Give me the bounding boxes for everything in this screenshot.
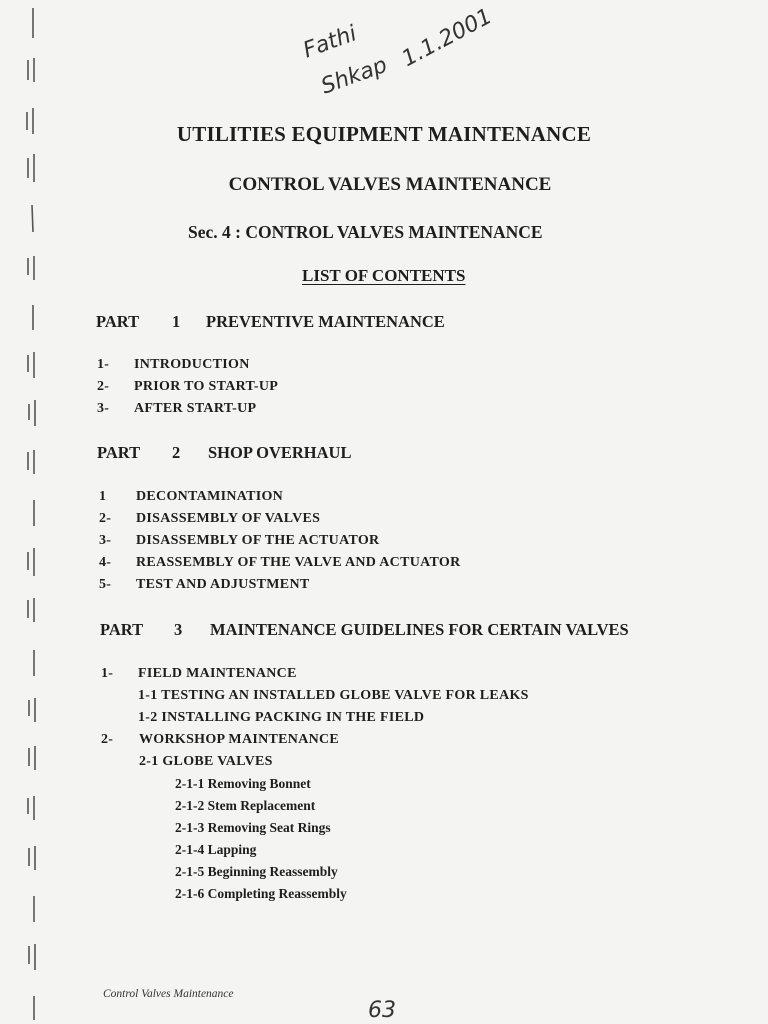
part-2-heading xyxy=(97,443,352,463)
item-number: 1- xyxy=(97,357,110,372)
list-item xyxy=(175,886,347,902)
item-text: 2-1 GLOBE VALVES xyxy=(139,754,273,769)
item-text: 2-1-6 Completing Reassembly xyxy=(175,886,347,901)
item-text: DISASSEMBLY OF THE ACTUATOR xyxy=(136,533,380,548)
item-number: 2- xyxy=(97,379,110,394)
list-item xyxy=(101,732,340,748)
item-text: WORKSHOP MAINTENANCE xyxy=(139,732,340,747)
binding-marks xyxy=(0,0,60,1024)
document-subtitle: CONTROL VALVES MAINTENANCE xyxy=(228,174,552,195)
footer-label: Control Valves Maintenance xyxy=(103,988,234,1000)
item-text: 2-1-5 Beginning Reassembly xyxy=(175,864,338,879)
item-number: 3- xyxy=(97,401,110,416)
list-item xyxy=(175,798,315,814)
list-item xyxy=(99,533,380,549)
list-item xyxy=(175,842,256,858)
item-text: 2-1-4 Lapping xyxy=(175,842,257,857)
list-item xyxy=(99,577,310,593)
part-title: MAINTENANCE GUIDELINES FOR CERTAIN VALVES xyxy=(210,620,629,639)
item-text: DISASSEMBLY OF VALVES xyxy=(136,511,321,526)
list-item xyxy=(99,555,461,571)
handwritten-name-line2: Shkap xyxy=(318,52,391,100)
item-text: 2-1-1 Removing Bonnet xyxy=(175,776,311,791)
handwritten-name-2 xyxy=(318,53,391,100)
item-text: REASSEMBLY OF THE VALVE AND ACTUATOR xyxy=(136,555,461,570)
part-label: PART xyxy=(97,443,141,462)
handwritten-date: 1.1.2001 xyxy=(398,4,497,73)
list-item xyxy=(101,666,297,682)
item-text: DECONTAMINATION xyxy=(136,489,284,504)
part-1-heading xyxy=(96,312,445,332)
item-number: 4- xyxy=(99,555,112,570)
part-3-heading xyxy=(100,620,629,640)
item-number: 2- xyxy=(101,732,114,747)
part-label: PART xyxy=(96,312,140,331)
handwritten-name-line1: Fathi xyxy=(300,21,361,64)
list-item xyxy=(175,776,311,792)
item-text: INTRODUCTION xyxy=(134,357,250,372)
list-item xyxy=(97,379,279,395)
item-text: PRIOR TO START-UP xyxy=(134,379,279,394)
part-title: PREVENTIVE MAINTENANCE xyxy=(206,312,445,331)
list-item xyxy=(97,357,250,373)
item-number: 2- xyxy=(99,511,112,526)
section-heading: Sec. 4 : CONTROL VALVES MAINTENANCE xyxy=(188,222,543,242)
list-item xyxy=(99,511,321,527)
part-title: SHOP OVERHAUL xyxy=(208,443,352,462)
list-item xyxy=(175,864,338,880)
handwritten-name xyxy=(300,21,360,63)
list-item xyxy=(139,754,273,770)
part-label: PART xyxy=(100,620,144,639)
part-number: 1 xyxy=(172,312,181,331)
item-text: AFTER START-UP xyxy=(134,401,257,416)
part-number: 2 xyxy=(172,443,181,462)
list-item xyxy=(138,710,424,726)
list-item xyxy=(99,489,284,505)
document-title: UTILITIES EQUIPMENT MAINTENANCE xyxy=(176,122,592,146)
item-text: 2-1-2 Stem Replacement xyxy=(175,798,316,813)
item-number: 1 xyxy=(99,489,107,504)
item-number: 3- xyxy=(99,533,112,548)
item-text: 2-1-3 Removing Seat Rings xyxy=(175,820,331,835)
item-number: 1- xyxy=(101,666,114,681)
list-item xyxy=(138,688,529,704)
part-number: 3 xyxy=(174,620,183,639)
item-text: FIELD MAINTENANCE xyxy=(138,666,297,681)
handwritten-page-mark: 63 xyxy=(368,998,396,1023)
item-text: 1-2 INSTALLING PACKING IN THE FIELD xyxy=(138,710,425,725)
item-text: 1-1 TESTING AN INSTALLED GLOBE VALVE FOR LEAKS xyxy=(138,688,529,703)
item-text: TEST AND ADJUSTMENT xyxy=(136,577,310,592)
list-item xyxy=(175,820,331,836)
list-item xyxy=(97,401,257,417)
item-number: 5- xyxy=(99,577,112,592)
contents-heading: LIST OF CONTENTS xyxy=(302,266,466,285)
